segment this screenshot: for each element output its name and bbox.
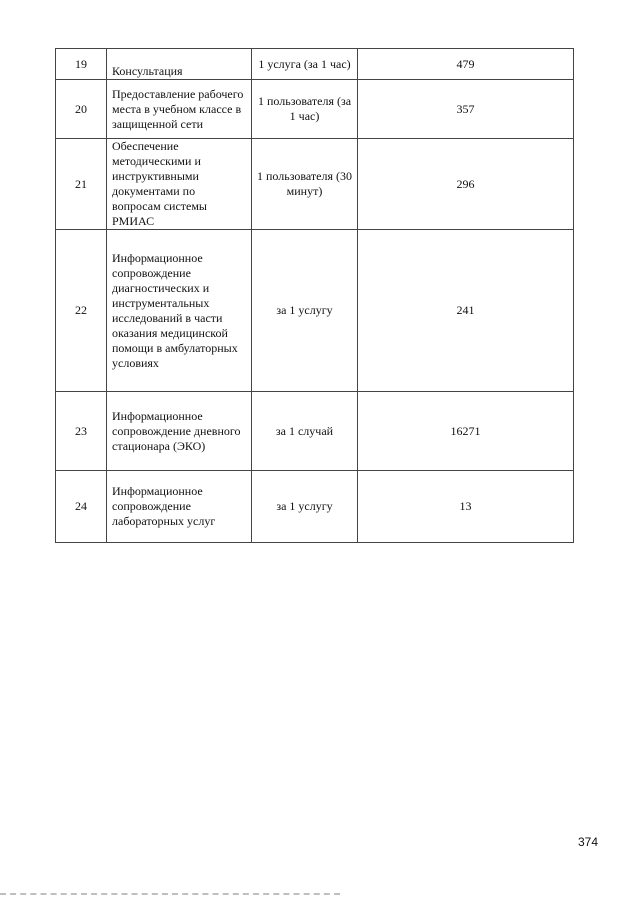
row-number: 19 (56, 49, 107, 80)
table-row (56, 139, 574, 230)
service-unit: за 1 услугу (252, 471, 358, 543)
service-price: 357 (358, 80, 574, 139)
row-number: 24 (56, 471, 107, 543)
table-row (56, 392, 574, 471)
table-row (56, 49, 574, 80)
service-name: Информационное сопровождение диагностических и инструментальных исследований в части оказания медицинской помощи в амбулаторных условиях (107, 230, 252, 392)
service-name: Информационное сопровождение дневного стационара (ЭКО) (107, 392, 252, 471)
service-price: 241 (358, 230, 574, 392)
service-unit: 1 пользователя (за 1 час) (252, 80, 358, 139)
price-table (55, 48, 574, 543)
row-number: 23 (56, 392, 107, 471)
service-name: Информационное сопровождение лабораторных услуг (107, 471, 252, 543)
row-number: 20 (56, 80, 107, 139)
service-unit: 1 пользователя (30 минут) (252, 139, 358, 230)
scan-artifact-divider (0, 893, 340, 895)
service-price: 13 (358, 471, 574, 543)
table-row (56, 80, 574, 139)
service-unit: за 1 услугу (252, 230, 358, 392)
service-name: Обеспечение методическими и инструктивными документами по вопросам системы РМИАС (107, 139, 252, 230)
services-price-table (55, 48, 573, 543)
service-name: Предоставление рабочего места в учебном классе в защищенной сети (107, 80, 252, 139)
service-price: 16271 (358, 392, 574, 471)
service-unit: 1 услуга (за 1 час) (252, 49, 358, 80)
table-row (56, 230, 574, 392)
service-price: 296 (358, 139, 574, 230)
service-unit: за 1 случай (252, 392, 358, 471)
row-number: 22 (56, 230, 107, 392)
service-price: 479 (358, 49, 574, 80)
row-number: 21 (56, 139, 107, 230)
service-name: Консультация (107, 49, 252, 80)
table-row (56, 471, 574, 543)
page-number: 374 (578, 835, 599, 849)
